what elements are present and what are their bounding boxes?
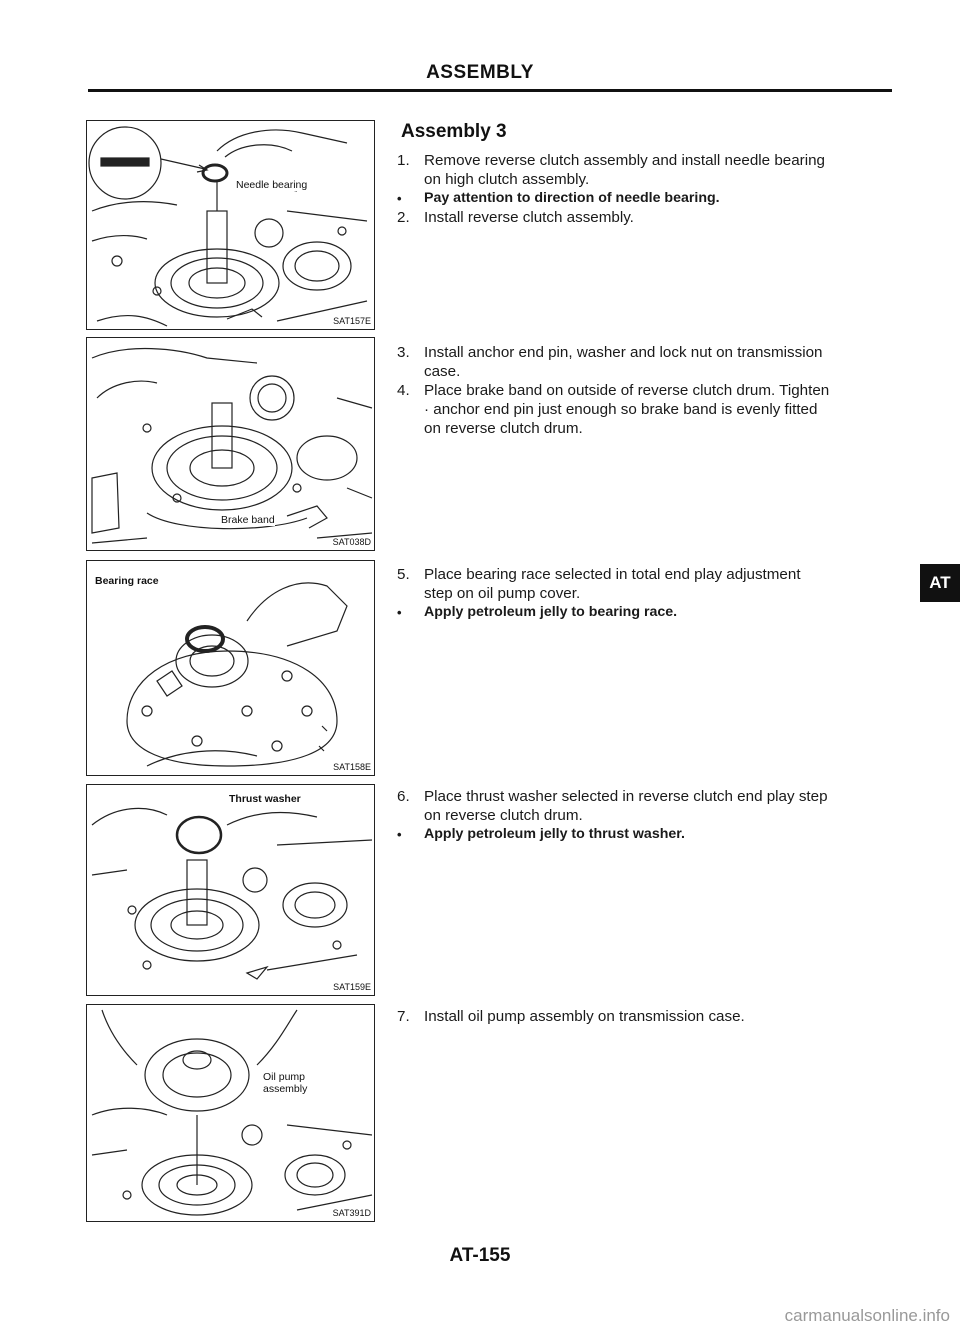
step-marker [397, 400, 424, 419]
step-block-3 [397, 565, 897, 622]
step-note [397, 603, 897, 622]
step-row [397, 343, 897, 362]
step-marker: • [397, 827, 402, 842]
watermark: carmanualsonline.info [784, 1306, 950, 1325]
label-brake-band: Brake band [221, 514, 275, 526]
step-marker: 1. [397, 152, 410, 169]
label-thrust-washer: Thrust washer [229, 793, 301, 805]
illustration-oil-pump-assembly [87, 1005, 375, 1222]
step-marker [397, 806, 424, 825]
step-marker [397, 170, 424, 189]
step-text: Install reverse clutch assembly. [424, 209, 634, 226]
section-tab-at: AT [920, 564, 960, 602]
step-marker: 7. [397, 1008, 410, 1025]
step-row [397, 787, 897, 806]
step-marker: 2. [397, 209, 410, 226]
label-oil-pump-line2: assembly [263, 1083, 308, 1096]
step-text: on reverse clutch drum. [424, 807, 583, 824]
label-oil-pump-assembly [263, 1071, 307, 1095]
step-marker: 6. [397, 788, 410, 805]
step-row [397, 362, 897, 381]
step-row [397, 170, 897, 189]
step-text: Install anchor end pin, washer and lock nut on transmission [424, 344, 823, 361]
step-note [397, 189, 897, 208]
step-text: Remove reverse clutch assembly and install needle bearing [424, 152, 825, 169]
step-block-1 [397, 151, 897, 227]
step-row [397, 806, 897, 825]
step-row [397, 565, 897, 584]
figure-code: SAT159E [333, 982, 371, 992]
step-row [397, 381, 897, 400]
figure-brake-band [86, 337, 375, 551]
figure-code: SAT157E [333, 316, 371, 326]
step-row [397, 419, 897, 438]
step-text: on reverse clutch drum. [424, 420, 583, 437]
illustration-thrust-washer [87, 785, 375, 996]
step-marker [397, 584, 424, 603]
step-row [397, 151, 897, 170]
step-text: · anchor end pin just enough so brake band is evenly fitted [424, 401, 818, 418]
step-marker: 3. [397, 344, 410, 361]
step-marker [397, 419, 424, 438]
illustration-needle-bearing [87, 121, 375, 330]
step-row [397, 1007, 897, 1026]
figure-needle-bearing [86, 120, 375, 330]
step-text: Install oil pump assembly on transmission case. [424, 1008, 745, 1025]
step-marker: 4. [397, 382, 410, 399]
step-block-4 [397, 787, 897, 844]
step-block-2 [397, 343, 897, 438]
figure-code: SAT391D [332, 1208, 371, 1218]
section-title: Assembly 3 [401, 121, 507, 142]
label-oil-pump-line1: Oil pump [263, 1071, 306, 1083]
step-text: Apply petroleum jelly to thrust washer. [424, 826, 685, 842]
step-text: Pay attention to direction of needle bearing. [424, 190, 720, 206]
page-title: ASSEMBLY [426, 62, 534, 83]
figure-thrust-washer [86, 784, 375, 996]
step-text: Place brake band on outside of reverse clutch drum. Tighten [424, 382, 830, 399]
step-note [397, 825, 897, 844]
step-block-5 [397, 1007, 897, 1026]
label-needle-bearing: Needle bearing [236, 179, 308, 191]
step-text: Place bearing race selected in total end play adjustment [424, 566, 801, 583]
step-text: Apply petroleum jelly to bearing race. [424, 604, 678, 620]
step-text: on high clutch assembly. [424, 171, 590, 188]
step-text: case. [424, 363, 461, 380]
step-row [397, 400, 897, 419]
title-rule [88, 89, 892, 92]
figure-bearing-race [86, 560, 375, 776]
illustration-bearing-race [87, 561, 375, 776]
step-marker [397, 362, 424, 381]
page-number: AT-155 [449, 1245, 511, 1266]
step-marker: • [397, 605, 402, 620]
step-text: step on oil pump cover. [424, 585, 581, 602]
step-text: Place thrust washer selected in reverse clutch end play step [424, 788, 828, 805]
step-marker: • [397, 191, 402, 206]
figure-code: SAT038D [332, 537, 371, 547]
step-row [397, 208, 897, 227]
step-row [397, 584, 897, 603]
label-bearing-race: Bearing race [95, 575, 159, 587]
figure-code: SAT158E [333, 762, 371, 772]
figure-oil-pump-assembly [86, 1004, 375, 1222]
step-marker: 5. [397, 566, 410, 583]
